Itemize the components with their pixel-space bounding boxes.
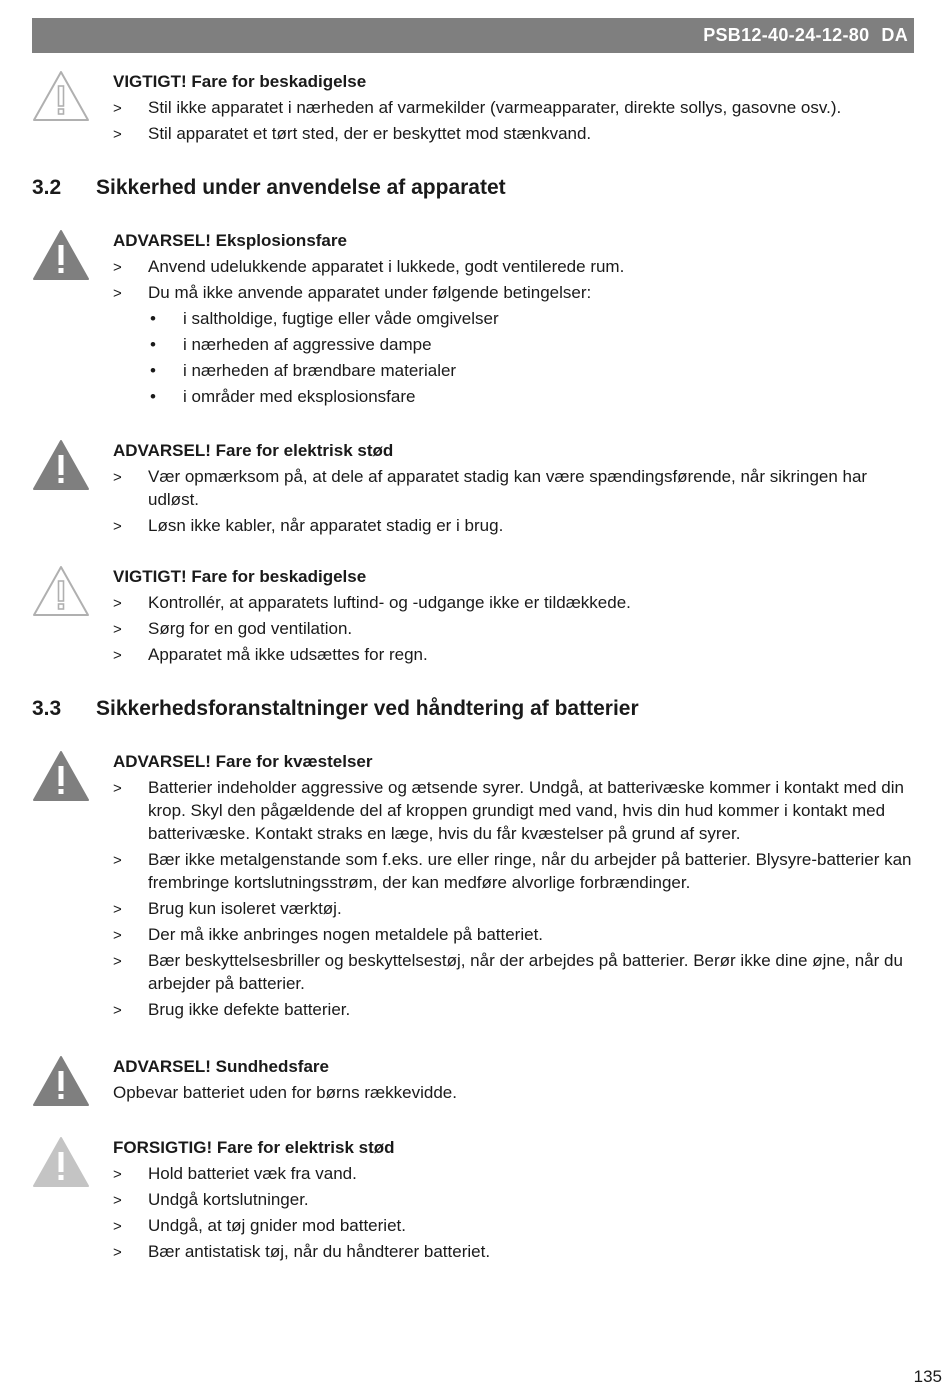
notice-title: ADVARSEL! Fare for elektrisk stød	[113, 441, 394, 460]
notice-title: VIGTIGT! Fare for beskadigelse	[113, 567, 367, 586]
notice-list	[113, 1162, 913, 1263]
condition-list	[113, 307, 913, 408]
list-item: > Brug kun isoleret værktøj.	[113, 897, 913, 920]
bullet-item: • i nærheden af aggressive dampe	[113, 333, 913, 356]
list-item: > Batterier indeholder aggressive og ætsende syrer. Undgå, at batterivæske kommer i kontakt med din krop. Skyl den pågældende del af kroppen grundigt med vand, hvis din hud kommer i kontakt med batterivæske. Kontakt straks en læge, hvis du får kvæstelser på grund af syrer.	[113, 776, 913, 845]
warning-triangle-icon	[32, 439, 90, 491]
section-heading-3-3	[32, 695, 639, 723]
section-title: Sikkerhedsforanstaltninger ved håndtering af batterier	[96, 697, 639, 720]
list-item: > Løsn ikke kabler, når apparatet stadig er i brug.	[113, 514, 913, 537]
model-number: PSB12-40-24-12-80	[703, 25, 870, 45]
section-heading-3-2	[32, 174, 506, 202]
page-number: 135	[913, 1367, 942, 1386]
bullet-item: • i områder med eksplosionsfare	[113, 385, 913, 408]
notice-list	[113, 465, 913, 537]
bullet-item: • i nærheden af brændbare materialer	[113, 359, 913, 382]
notice-title: ADVARSEL! Eksplosionsfare	[113, 231, 347, 250]
warning-triangle-outline-icon	[32, 565, 90, 617]
warning-triangle-light-icon	[32, 1136, 90, 1188]
list-item: > Der må ikke anbringes nogen metaldele på batteriet.	[113, 923, 913, 946]
list-item: > Du må ikke anvende apparatet under følgende betingelser:	[113, 281, 913, 304]
language-code: DA	[881, 25, 908, 45]
notice-list	[113, 591, 913, 666]
list-item: > Kontrollér, at apparatets luftind- og -udgange ikke er tildækkede.	[113, 591, 913, 614]
list-item: > Stil apparatet et tørt sted, der er beskyttet mod stænkvand.	[113, 122, 913, 145]
bullet-item: • i saltholdige, fugtige eller våde omgivelser	[113, 307, 913, 330]
section-title: Sikkerhed under anvendelse af apparatet	[96, 176, 506, 199]
notice-title: FORSIGTIG! Fare for elektrisk stød	[113, 1138, 395, 1157]
list-item: > Bær antistatisk tøj, når du håndterer batteriet.	[113, 1240, 913, 1263]
page-header	[32, 18, 914, 53]
notice-text: Opbevar batteriet uden for børns rækkevidde.	[113, 1083, 457, 1102]
warning-triangle-icon	[32, 1055, 90, 1107]
notice-title: ADVARSEL! Sundhedsfare	[113, 1057, 329, 1076]
list-item: > Undgå, at tøj gnider mod batteriet.	[113, 1214, 913, 1237]
list-item: > Bær ikke metalgenstande som f.eks. ure eller ringe, når du arbejder på batterier. Blysyre-batterier kan frembringe kortslutningsstrøm, der kan medføre alvorlige forbrændinger.	[113, 848, 913, 894]
section-number: 3.3	[32, 697, 62, 720]
list-item: > Apparatet må ikke udsættes for regn.	[113, 643, 913, 666]
warning-triangle-outline-icon	[32, 70, 90, 122]
list-item: > Vær opmærksom på, at dele af apparatet stadig kan være spændingsførende, når sikringen har udløst.	[113, 465, 913, 511]
warning-triangle-icon	[32, 229, 90, 281]
notice-list	[113, 776, 913, 1021]
section-number: 3.2	[32, 176, 62, 199]
warning-triangle-icon	[32, 750, 90, 802]
list-item: > Stil ikke apparatet i nærheden af varmekilder (varmeapparater, direkte sollys, gasovne osv.).	[113, 96, 913, 119]
notice-title: ADVARSEL! Fare for kvæstelser	[113, 752, 373, 771]
notice-list	[113, 255, 913, 304]
list-item: > Hold batteriet væk fra vand.	[113, 1162, 913, 1185]
list-item: > Anvend udelukkende apparatet i lukkede, godt ventilerede rum.	[113, 255, 913, 278]
list-item: > Bær beskyttelsesbriller og beskyttelsestøj, når der arbejdes på batterier. Berør ikke dine øjne, når du arbejder på batterier.	[113, 949, 913, 995]
list-item: > Undgå kortslutninger.	[113, 1188, 913, 1211]
list-item: > Sørg for en god ventilation.	[113, 617, 913, 640]
notice-list	[113, 96, 913, 145]
notice-title: VIGTIGT! Fare for beskadigelse	[113, 72, 367, 91]
list-item: > Brug ikke defekte batterier.	[113, 998, 913, 1021]
